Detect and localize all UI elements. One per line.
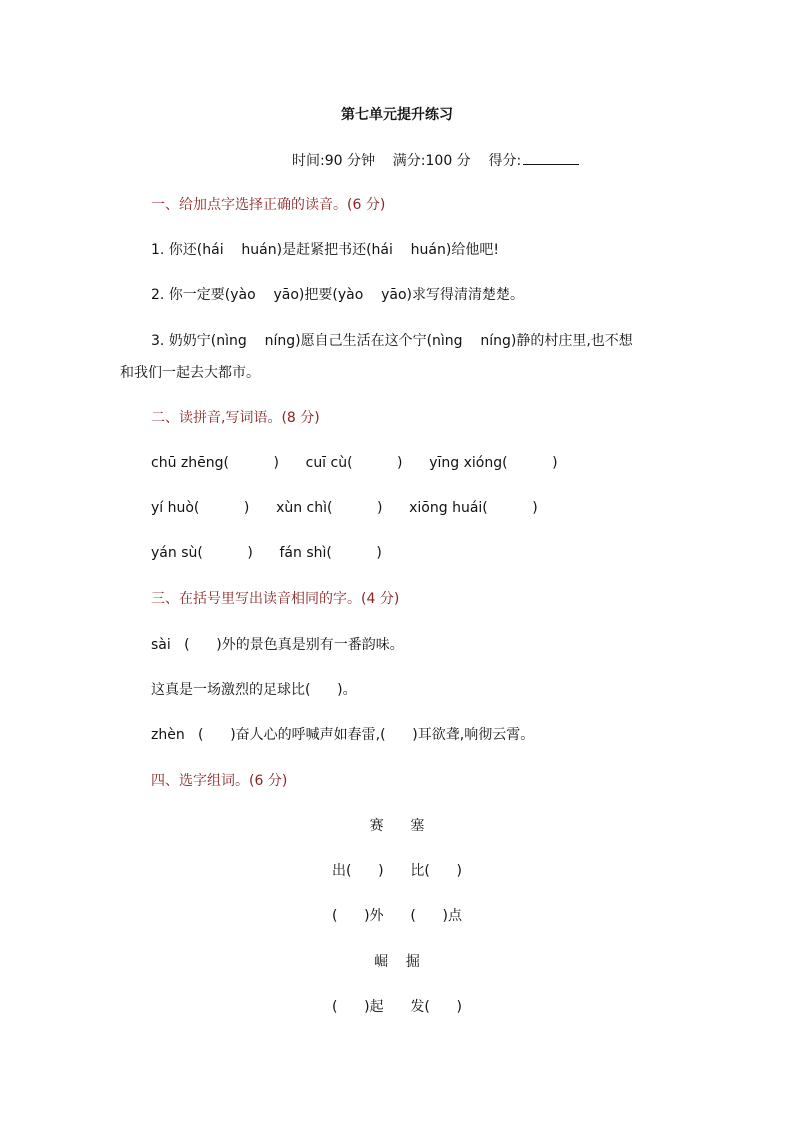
exam-info: [292, 150, 579, 171]
pinyin-row-3: yán sù( ) fán shì( ): [151, 545, 382, 561]
section-3-item-3: zhèn ( )奋人心的呼喊声如春雷,( )耳欲聋,响彻云霄。: [151, 727, 535, 743]
choice-chars-2: 崛 掘: [374, 954, 420, 970]
section-3-item-1: sài ( )外的景色真是别有一番韵味。: [151, 637, 404, 653]
section-3-heading: 三、在括号里写出读音相同的字。(4 分): [151, 591, 400, 607]
section-1-item-1: 1. 你还(hái huán)是赶紧把书还(hái huán)给他吧!: [151, 242, 499, 258]
score-blank[interactable]: [523, 150, 579, 165]
section-4-heading: 四、选字组词。(6 分): [151, 773, 288, 789]
pinyin-row-1: chū zhēng( ) cuī cù( ) yīng xióng( ): [151, 455, 558, 471]
section-1-heading: 一、给加点字选择正确的读音。(6 分): [151, 197, 386, 213]
section-3-item-2: 这真是一场激烈的足球比( )。: [151, 682, 357, 698]
section-1-item-2: 2. 你一定要(yào yāo)把要(yào yāo)求写得清清楚楚。: [151, 287, 524, 303]
choice-row-3: ( )起 发( ): [332, 999, 462, 1015]
exam-info-text: 时间:90 分钟 满分:100 分 得分:: [292, 153, 522, 169]
page-title: 第七单元提升练习: [341, 107, 453, 123]
choice-row-2: ( )外 ( )点: [332, 908, 462, 924]
pinyin-row-2: yí huò( ) xùn chì( ) xiōng huái( ): [151, 500, 538, 516]
section-1-item-3-cont: 和我们一起去大都市。: [120, 365, 260, 381]
section-1-item-3: 3. 奶奶宁(nìng níng)愿自己生活在这个宁(nìng níng)静的村庄里,也不想: [151, 333, 633, 349]
section-2-heading: 二、读拼音,写词语。(8 分): [151, 410, 320, 426]
choice-chars-1: 赛 塞: [369, 818, 425, 834]
choice-row-1: 出( ) 比( ): [332, 863, 462, 879]
